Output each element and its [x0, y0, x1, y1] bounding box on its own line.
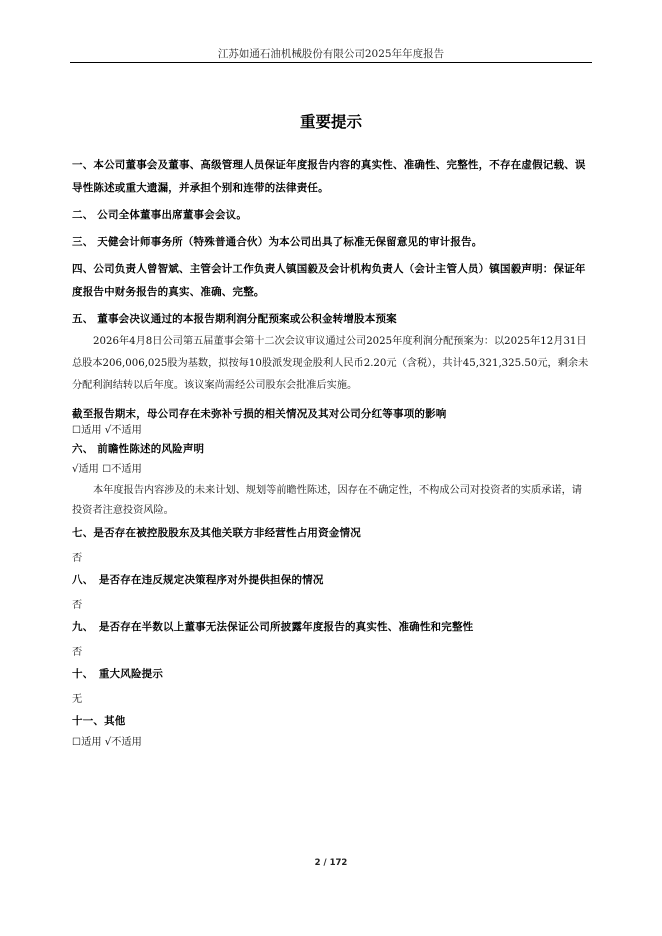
- item-three: 三、 天健会计师事务所（特殊普通合伙）为本公司出具了标准无保留意见的审计报告。: [72, 236, 483, 248]
- item-five-heading: 五、 董事会决议通过的本报告期利润分配预案或公积金转增股本预案: [72, 313, 397, 325]
- item-six-body: 本年度报告内容涉及的未来计划、规划等前瞻性陈述，因存在不确定性，不构成公司对投资者的实质承诺，请投资者注意投资风险。: [72, 485, 582, 516]
- item-six-applicability: √适用 ☐不适用: [72, 464, 142, 475]
- deficit-heading: 截至报告期末，母公司存在未弥补亏损的相关情况及其对公司分红等事项的影响: [72, 408, 447, 420]
- item-seven-answer: 否: [72, 553, 83, 564]
- item-nine-heading: 九、 是否存在半数以上董事无法保证公司所披露年度报告的真实性、准确性和完整性: [72, 621, 474, 633]
- item-ten-answer: 无: [72, 694, 83, 705]
- running-header: 江苏如通石油机械股份有限公司2025年年度报告: [217, 48, 445, 60]
- item-one: 一、本公司董事会及董事、高级管理人员保证年度报告内容的真实性、准确性、完整性，不存在虚假记载、误导性陈述或重大遗漏，并承担个别和连带的法律责任。: [72, 159, 586, 194]
- deficit-applicability: ☐适用 √不适用: [72, 425, 142, 436]
- item-eleven-heading: 十一、其他: [72, 715, 126, 727]
- page-number: 2 / 172: [314, 858, 348, 868]
- item-eight-heading: 八、 是否存在违反规定决策程序对外提供担保的情况: [72, 574, 324, 586]
- item-five-body: 2026年4月8日公司第五届董事会第十二次会议审议通过公司2025年度利润分配预案为：以2025年12月31日总股本206,006,025股为基数，拟按每10股派发现金股利人民币2.20元（含税），共计45,321,325.50元，剩余未分配利润结转以后年度。该议案尚需经公司股东会批准后实施。: [72, 336, 589, 391]
- item-eight-answer: 否: [72, 600, 83, 611]
- item-four: 四、公司负责人曾智斌、主管会计工作负责人镇国毅及会计机构负责人（会计主管人员）镇国毅声明：保证年度报告中财务报告的真实、准确、完整。: [72, 263, 586, 298]
- item-six-heading: 六、 前瞻性陈述的风险声明: [72, 443, 205, 455]
- item-nine-answer: 否: [72, 647, 83, 658]
- item-two: 二、 公司全体董事出席董事会会议。: [72, 209, 248, 221]
- header-rule: [70, 62, 592, 63]
- item-ten-heading: 十、 重大风险提示: [72, 668, 164, 680]
- document-body: [72, 154, 592, 753]
- page-title: 重要提示: [299, 113, 362, 131]
- item-seven-heading: 七、是否存在被控股股东及其他关联方非经营性占用资金情况: [72, 527, 361, 539]
- item-eleven-applicability: ☐适用 √不适用: [72, 737, 142, 748]
